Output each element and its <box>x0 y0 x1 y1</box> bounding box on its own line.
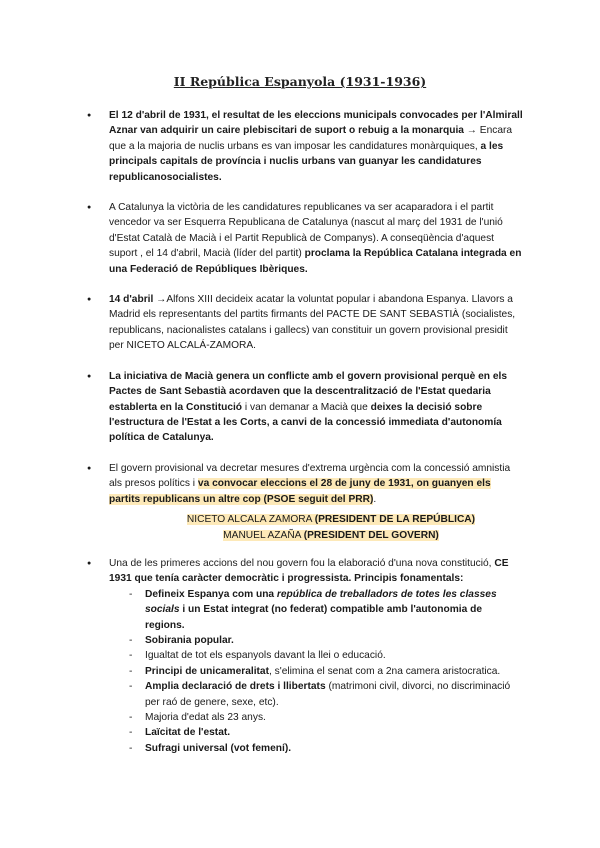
list-item-macia-conflict <box>82 369 524 446</box>
text-bold: Sufragi universal (vot femení). <box>145 742 292 754</box>
text-normal: A Catalunya la victòria de les candidatures republicanes va ser acaparadora i el partit vencedor va ser Esquerra Republicana de Catalunya (nascut al març del 1931 de l'unió d'Estat Català de Macià i el Partit Republicà de Companys). A conseqüència d'aquest suport , el 14 d'abril, Macià (líder del partit) <box>109 202 503 260</box>
text-bold: Laïcitat de l'estat. <box>145 727 231 739</box>
principle-item <box>127 710 524 725</box>
text-bold: El 12 d'abril de 1931, el resultat de les eleccions municipals convocades per l'Almirall Aznar van adquirir un caire plebiscitari de suport o rebuig a la monarquia <box>109 110 523 137</box>
text-normal: →Alfons XIII decideix acatar la voluntat popular i abandona Espanya. Llavors a Madrid els representants del partits firmants del PACTE DE SANT SEBASTIÀ (socialistes, republicans, nacionalistes catalans i gallecs) van constituir un govern provisional presidit per NICETO ALCALÁ-ZAMORA. <box>109 294 516 352</box>
principle-item <box>127 679 524 710</box>
text-bold: i un Estat integrat (no federat) compatible amb l'autonomia de regions. <box>145 604 482 631</box>
page-title: II República Espanyola (1931-1936) <box>173 74 427 89</box>
text-normal: Una de les primeres accions del nou govern fou la elaboració d'una nova constitució, <box>109 558 495 569</box>
principle-item <box>127 633 524 648</box>
text-bold-italic: república de treballadors de totes les classes socials <box>145 588 497 616</box>
text-bold: Principi de unicameralitat <box>145 665 269 677</box>
text-normal: i van demanar a Macià que <box>242 401 371 413</box>
text-normal: . <box>373 493 377 505</box>
president-line-2 <box>138 528 524 544</box>
presidents-block <box>138 512 524 544</box>
text-bold: proclama la República Catalana integrada en una Federació de Repúbliques Ibèriques. <box>109 248 522 275</box>
text-bold: La iniciativa de Macià genera un conflicte amb el govern provisional perquè en els Pactes de Sant Sebastià acordaven que la descentralització de l'Estat quedaria establerta en la Constitució <box>109 370 507 413</box>
text-normal: Majoria d'edat als 23 anys. <box>145 712 266 724</box>
list-item-catalunya <box>82 200 524 277</box>
president-name: MANUEL AZAÑA <box>223 530 304 541</box>
principle-item <box>127 648 524 663</box>
principle-item <box>127 741 524 756</box>
principles-list <box>127 587 524 756</box>
list-item-provisional-govern <box>82 461 524 507</box>
text-bold: deixes la decisió sobre l'estructura de l'Estat a les Corts, a canvi de la concessió immediata d'autonomía política de Catalunya. <box>109 401 502 444</box>
president-line-1 <box>138 512 524 528</box>
principle-item <box>127 725 524 740</box>
text-normal: , s'elimina el senat com a 2na camera aristocratica. <box>269 665 501 677</box>
text-bold: Sobirania popular. <box>145 635 234 647</box>
principle-item <box>127 587 524 633</box>
principle-item <box>127 664 524 679</box>
highlighted-text: va convocar eleccions el 28 de juny de 1931, on guanyen els partits republicans un altre cop (PSOE seguit del PRR) <box>109 478 491 505</box>
text-bold: CE 1931 que tenía caràcter democràtic i progressista. Principis fonamentals: <box>109 558 509 585</box>
text-normal: → Encara que a la majoria de nuclis urbans es van imposar les candidatures monàrquiques, <box>109 125 513 152</box>
list-item-elections-1931 <box>82 108 524 185</box>
text-normal: El govern provisional va decretar mesures d'extrema urgència com la concessió amnistia als presos polítics i <box>109 462 511 490</box>
text-bold: Defineix Espanya com una <box>145 588 277 600</box>
list-item-14-abril <box>82 292 524 354</box>
president-role: (PRESIDENT DEL GOVERN) <box>303 530 439 541</box>
president-role: (PRESIDENT DE LA REPÚBLICA) <box>314 514 476 525</box>
text-normal: Igualtat de tot els espanyols davant la llei o educació. <box>145 650 386 662</box>
text-bold: a les principals capitals de província i nuclis urbans van guanyar les candidatures republicanosocialistes. <box>109 140 504 183</box>
text-normal: (matrimoni civil, divorci, no discriminació per raó de genere, sexe, etc). <box>145 681 511 708</box>
notes-list <box>82 108 524 522</box>
president-name: NICETO ALCALA ZAMORA <box>186 514 315 525</box>
presidents-wrapper <box>82 512 524 558</box>
constitution-list <box>82 556 524 771</box>
list-item-constitution <box>82 556 524 756</box>
text-bold: Amplia declaració de drets i llibertats <box>145 681 326 693</box>
text-bold: 14 d'abril <box>109 294 154 306</box>
